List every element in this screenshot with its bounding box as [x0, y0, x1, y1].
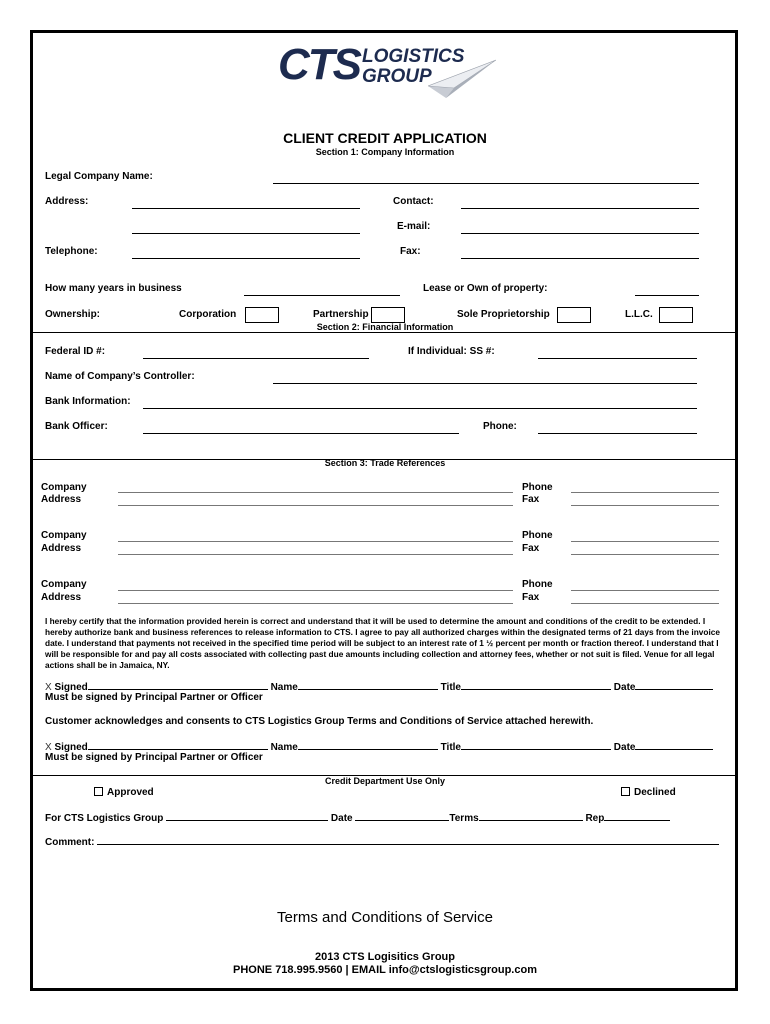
comment-field[interactable] [97, 835, 719, 845]
date-field-2[interactable] [635, 740, 713, 750]
email-field[interactable] [461, 222, 699, 234]
title-label: Title [440, 742, 461, 753]
controller-label: Name of Company’s Controller: [45, 371, 195, 382]
bank-officer-label: Bank Officer: [45, 421, 108, 432]
date-label: Date [613, 742, 636, 753]
contact-line: PHONE 718.995.9560 | EMAIL info@ctslogisticsgroup.com [233, 964, 537, 976]
ref2-phone-label: Phone [522, 530, 553, 541]
for-cts-label: For CTS Logistics Group [45, 813, 164, 824]
ref2-company-label: Company [41, 530, 87, 541]
ref3-company-field[interactable] [118, 579, 513, 591]
lease-own-label: Lease or Own of property: [423, 283, 548, 294]
consent-text: Customer acknowledges and consents to CTS Logistics Group Terms and Conditions of Service attached herewith. [45, 716, 594, 727]
legal-company-name-label: Legal Company Name: [45, 171, 153, 182]
federal-id-label: Federal ID #: [45, 346, 106, 357]
ref2-company-field[interactable] [118, 530, 513, 542]
approved-label: Approved [107, 787, 154, 798]
signed-label: Signed [54, 682, 88, 693]
ref1-fax-field[interactable] [571, 494, 719, 506]
address-label: Address: [45, 196, 89, 207]
controller-field[interactable] [273, 372, 697, 384]
bank-info-field[interactable] [143, 397, 697, 409]
ref3-fax-label: Fax [522, 592, 540, 603]
ref3-phone-label: Phone [522, 579, 553, 590]
terms-heading: Terms and Conditions of Service [277, 909, 493, 926]
ref2-fax-field[interactable] [571, 543, 719, 555]
section1-heading: Section 1: Company Information [315, 147, 455, 157]
cts-terms-label: Terms [449, 813, 479, 824]
comment-label: Comment: [45, 837, 95, 848]
company-logo [278, 40, 498, 104]
partnership-checkbox[interactable] [371, 307, 405, 323]
ref2-address-label: Address [41, 543, 82, 554]
telephone-field[interactable] [132, 247, 360, 259]
signature-field-2[interactable] [88, 740, 268, 750]
logo-line1: LOGISTICS [362, 46, 465, 67]
ref3-phone-field[interactable] [571, 579, 719, 591]
sole-proprietorship-checkbox[interactable] [557, 307, 591, 323]
date-label: Date [613, 682, 636, 693]
bank-phone-field[interactable] [538, 422, 697, 434]
legal-company-name-field[interactable] [273, 172, 699, 184]
bank-phone-label: Phone: [483, 421, 517, 432]
credit-dept-heading: Credit Department Use Only [324, 776, 446, 786]
company-year-line: 2013 CTS Logisitics Group [315, 951, 455, 963]
comment-row [45, 835, 735, 848]
email-label: E-mail: [397, 221, 431, 232]
title-field-1[interactable] [461, 680, 611, 690]
section2-heading: Section 2: Financial Information [316, 322, 454, 332]
signature-field-1[interactable] [88, 680, 268, 690]
approved-option[interactable] [94, 787, 154, 798]
address-field-1[interactable] [132, 197, 360, 209]
lease-own-field[interactable] [635, 284, 699, 296]
bank-info-label: Bank Information: [45, 396, 131, 407]
sole-proprietorship-label: Sole Proprietorship [457, 309, 550, 320]
paper-plane-icon [428, 58, 496, 100]
ref3-fax-field[interactable] [571, 592, 719, 604]
address-field-2[interactable] [132, 222, 360, 234]
corporation-label: Corporation [179, 309, 237, 320]
llc-label: L.L.C. [625, 309, 653, 320]
ref2-address-field[interactable] [118, 543, 513, 555]
fax-label: Fax: [400, 246, 421, 257]
for-cts-row [45, 811, 735, 824]
years-in-business-field[interactable] [244, 284, 400, 296]
ref1-address-label: Address [41, 494, 82, 505]
ref1-company-label: Company [41, 482, 87, 493]
logo-line2: GROUP [362, 66, 432, 87]
declined-checkbox[interactable] [621, 787, 630, 796]
x-mark: X [45, 682, 52, 693]
partnership-label: Partnership [313, 309, 369, 320]
signed-label: Signed [54, 742, 88, 753]
contact-field[interactable] [461, 197, 699, 209]
corporation-checkbox[interactable] [245, 307, 279, 323]
section2-divider [33, 332, 735, 333]
ownership-label: Ownership: [45, 309, 101, 320]
cts-rep-field[interactable] [604, 811, 670, 821]
ref3-company-label: Company [41, 579, 87, 590]
ref1-phone-label: Phone [522, 482, 553, 493]
cts-rep-label: Rep [585, 813, 605, 824]
ref1-address-field[interactable] [118, 494, 513, 506]
bank-officer-field[interactable] [143, 422, 459, 434]
name-label: Name [270, 682, 298, 693]
cts-date-field[interactable] [355, 811, 449, 821]
for-cts-field[interactable] [166, 811, 328, 821]
x-mark: X [45, 742, 52, 753]
llc-checkbox[interactable] [659, 307, 693, 323]
declined-label: Declined [634, 787, 676, 798]
years-in-business-label: How many years in business [45, 283, 182, 294]
section3-heading: Section 3: Trade References [324, 458, 446, 468]
ref3-address-field[interactable] [118, 592, 513, 604]
ss-field[interactable] [538, 347, 697, 359]
ref3-address-label: Address [41, 592, 82, 603]
page-title: CLIENT CREDIT APPLICATION [283, 130, 487, 146]
logo-brand: CTS [278, 40, 360, 89]
title-label: Title [440, 682, 461, 693]
name-label: Name [270, 742, 298, 753]
must-sign-note-1: Must be signed by Principal Partner or Officer [45, 692, 263, 703]
title-field-2[interactable] [461, 740, 611, 750]
certification-paragraph: I hereby certify that the information provided herein is correct and understand that it will be used to determine the amount and conditions of the credit to be extended. I hereby authorize bank and business references to release information to CTS. I agree to pay all authorized charges within the designated terms of 21 days from the invoice date. I understand that payments not received in the specified time period will be subject to an interest rate of 1 ½ percent per month or fraction thereof. I understand that I will be responsible for and pay all costs associated with collecting past due amounts including collection and attorney fees, whether or not suit is filed. Venue for all legal actions shall be in Jamaica, NY. [45, 616, 720, 670]
cts-date-label: Date [330, 813, 353, 824]
fax-field[interactable] [461, 247, 699, 259]
approved-checkbox[interactable] [94, 787, 103, 796]
name-field-2[interactable] [298, 740, 438, 750]
ss-label: If Individual: SS #: [408, 346, 495, 357]
ref2-fax-label: Fax [522, 543, 540, 554]
telephone-label: Telephone: [45, 246, 98, 257]
name-field-1[interactable] [298, 680, 438, 690]
cts-terms-field[interactable] [479, 811, 583, 821]
date-field-1[interactable] [635, 680, 713, 690]
contact-label: Contact: [393, 196, 434, 207]
declined-option[interactable] [621, 787, 676, 798]
ref1-fax-label: Fax [522, 494, 540, 505]
federal-id-field[interactable] [143, 347, 369, 359]
ref2-phone-field[interactable] [571, 530, 719, 542]
ref1-company-field[interactable] [118, 481, 513, 493]
must-sign-note-2: Must be signed by Principal Partner or Officer [45, 752, 263, 763]
ref1-phone-field[interactable] [571, 481, 719, 493]
